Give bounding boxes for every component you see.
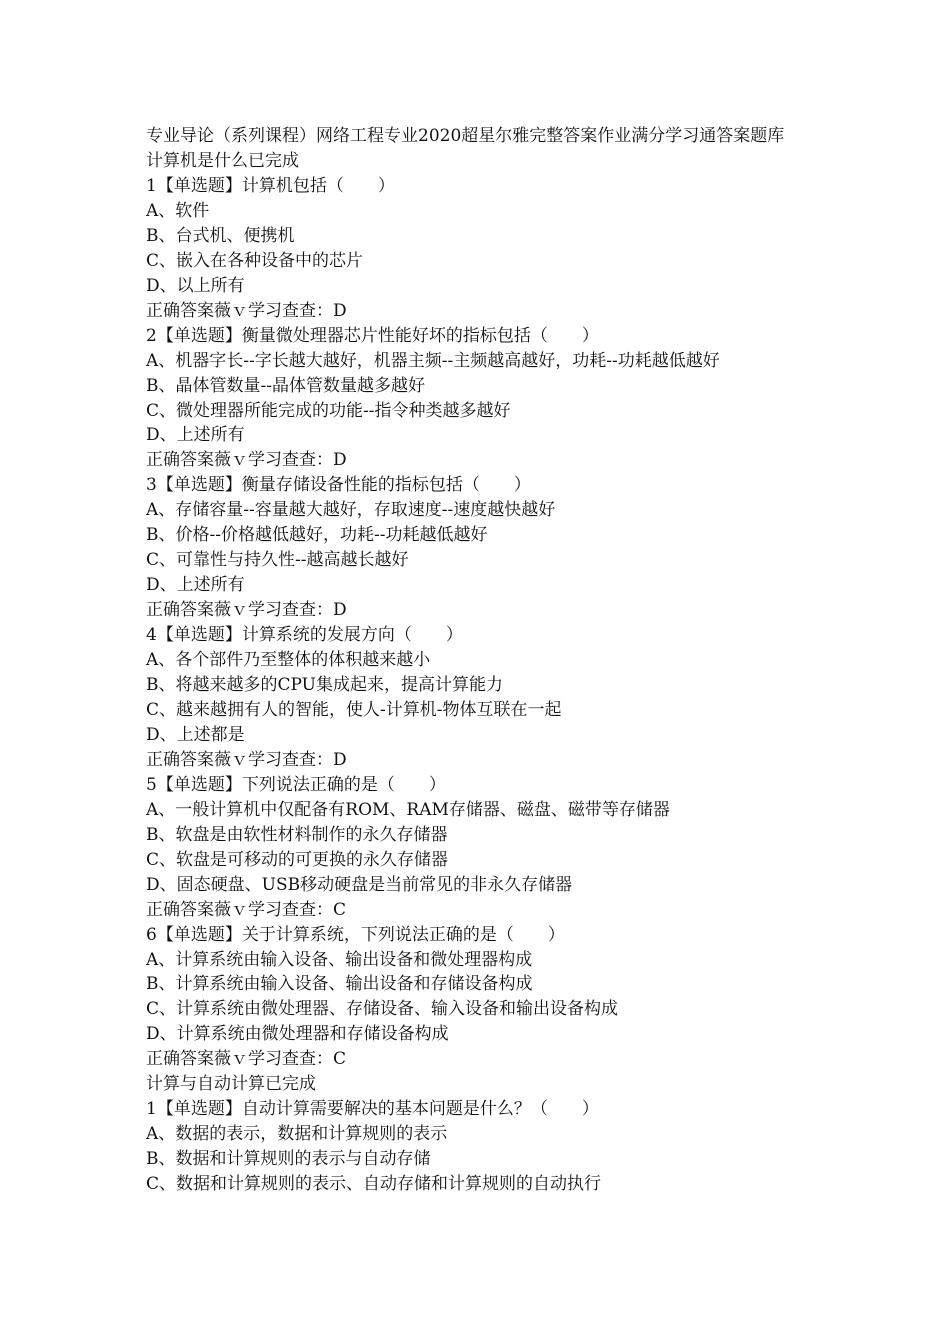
text-line: A、一般计算机中仅配备有ROM、RAM存储器、磁盘、磁带等存储器 — [146, 799, 670, 820]
text-line: A、软件 — [146, 200, 210, 221]
text-line: B、晶体管数量--晶体管数量越多越好 — [146, 375, 425, 396]
text-line: B、计算系统由输入设备、输出设备和存储设备构成 — [146, 974, 533, 995]
text-line: 计算机是什么已完成 — [146, 151, 299, 171]
text-line: D、计算系统由微处理器和存储设备构成 — [146, 1024, 449, 1045]
text-line: 正确答案薇ｖ学习查查：C — [146, 899, 347, 920]
text-line: C、可靠性与持久性--越高越长越好 — [146, 550, 409, 571]
document-title: 专业导论（系列课程）网络工程专业2020超星尔雅完整答案作业满分学习通答案题库 — [146, 126, 785, 146]
text-line: A、各个部件乃至整体的体积越来越小 — [146, 650, 431, 671]
text-line: 1【单选题】计算机包括（ ） — [146, 175, 395, 196]
text-line: A、计算系统由输入设备、输出设备和微处理器构成 — [146, 949, 533, 970]
text-line: D、上述所有 — [146, 425, 245, 446]
text-line: C、计算系统由微处理器、存储设备、输入设备和输出设备构成 — [146, 999, 619, 1020]
text-line: 3【单选题】衡量存储设备性能的指标包括（ ） — [146, 475, 531, 496]
text-line: 5【单选题】下列说法正确的是（ ） — [146, 774, 446, 795]
text-line: C、数据和计算规则的表示、自动存储和计算规则的自动执行 — [146, 1174, 602, 1195]
text-line: C、微处理器所能完成的功能--指令种类越多越好 — [146, 400, 511, 421]
text-line: 2【单选题】衡量微处理器芯片性能好坏的指标包括（ ） — [146, 325, 599, 346]
text-line: 正确答案薇ｖ学习查查：D — [146, 749, 347, 770]
text-line: B、软盘是由软性材料制作的永久存储器 — [146, 824, 448, 845]
text-line: 6【单选题】关于计算系统，下列说法正确的是（ ） — [146, 924, 565, 945]
text-line: 计算与自动计算已完成 — [146, 1074, 316, 1095]
text-line: D、固态硬盘、USB移动硬盘是当前常见的非永久存储器 — [146, 874, 573, 895]
text-line: 1【单选题】自动计算需要解决的基本问题是什么？（ ） — [146, 1099, 599, 1120]
text-line: B、台式机、便携机 — [146, 225, 295, 246]
text-line: D、上述都是 — [146, 724, 245, 745]
text-line: 4【单选题】计算系统的发展方向（ ） — [146, 625, 463, 646]
document-page — [146, 123, 814, 1197]
text-line: B、数据和计算规则的表示与自动存储 — [146, 1149, 431, 1170]
text-line: C、越来越拥有人的智能，使人-计算机-物体互联在一起 — [146, 699, 562, 720]
text-line: 正确答案薇ｖ学习查查：D — [146, 300, 347, 321]
text-line: C、软盘是可移动的可更换的永久存储器 — [146, 849, 449, 870]
document-body — [146, 149, 814, 1197]
text-line: A、机器字长--字长越大越好，机器主频--主频越高越好，功耗--功耗越低越好 — [146, 350, 720, 371]
text-line: 正确答案薇ｖ学习查查：C — [146, 1049, 347, 1070]
text-line: B、价格--价格越低越好，功耗--功耗越低越好 — [146, 525, 488, 546]
text-line: A、存储容量--容量越大越好，存取速度--速度越快越好 — [146, 500, 556, 521]
text-line: C、嵌入在各种设备中的芯片 — [146, 250, 364, 271]
text-line: D、以上所有 — [146, 275, 245, 296]
text-line: B、将越来越多的CPU集成起来，提高计算能力 — [146, 675, 503, 696]
text-line: 正确答案薇ｖ学习查查：D — [146, 600, 347, 621]
text-line: 正确答案薇ｖ学习查查：D — [146, 450, 347, 471]
text-line: A、数据的表示，数据和计算规则的表示 — [146, 1124, 448, 1145]
text-line: D、上述所有 — [146, 575, 245, 596]
